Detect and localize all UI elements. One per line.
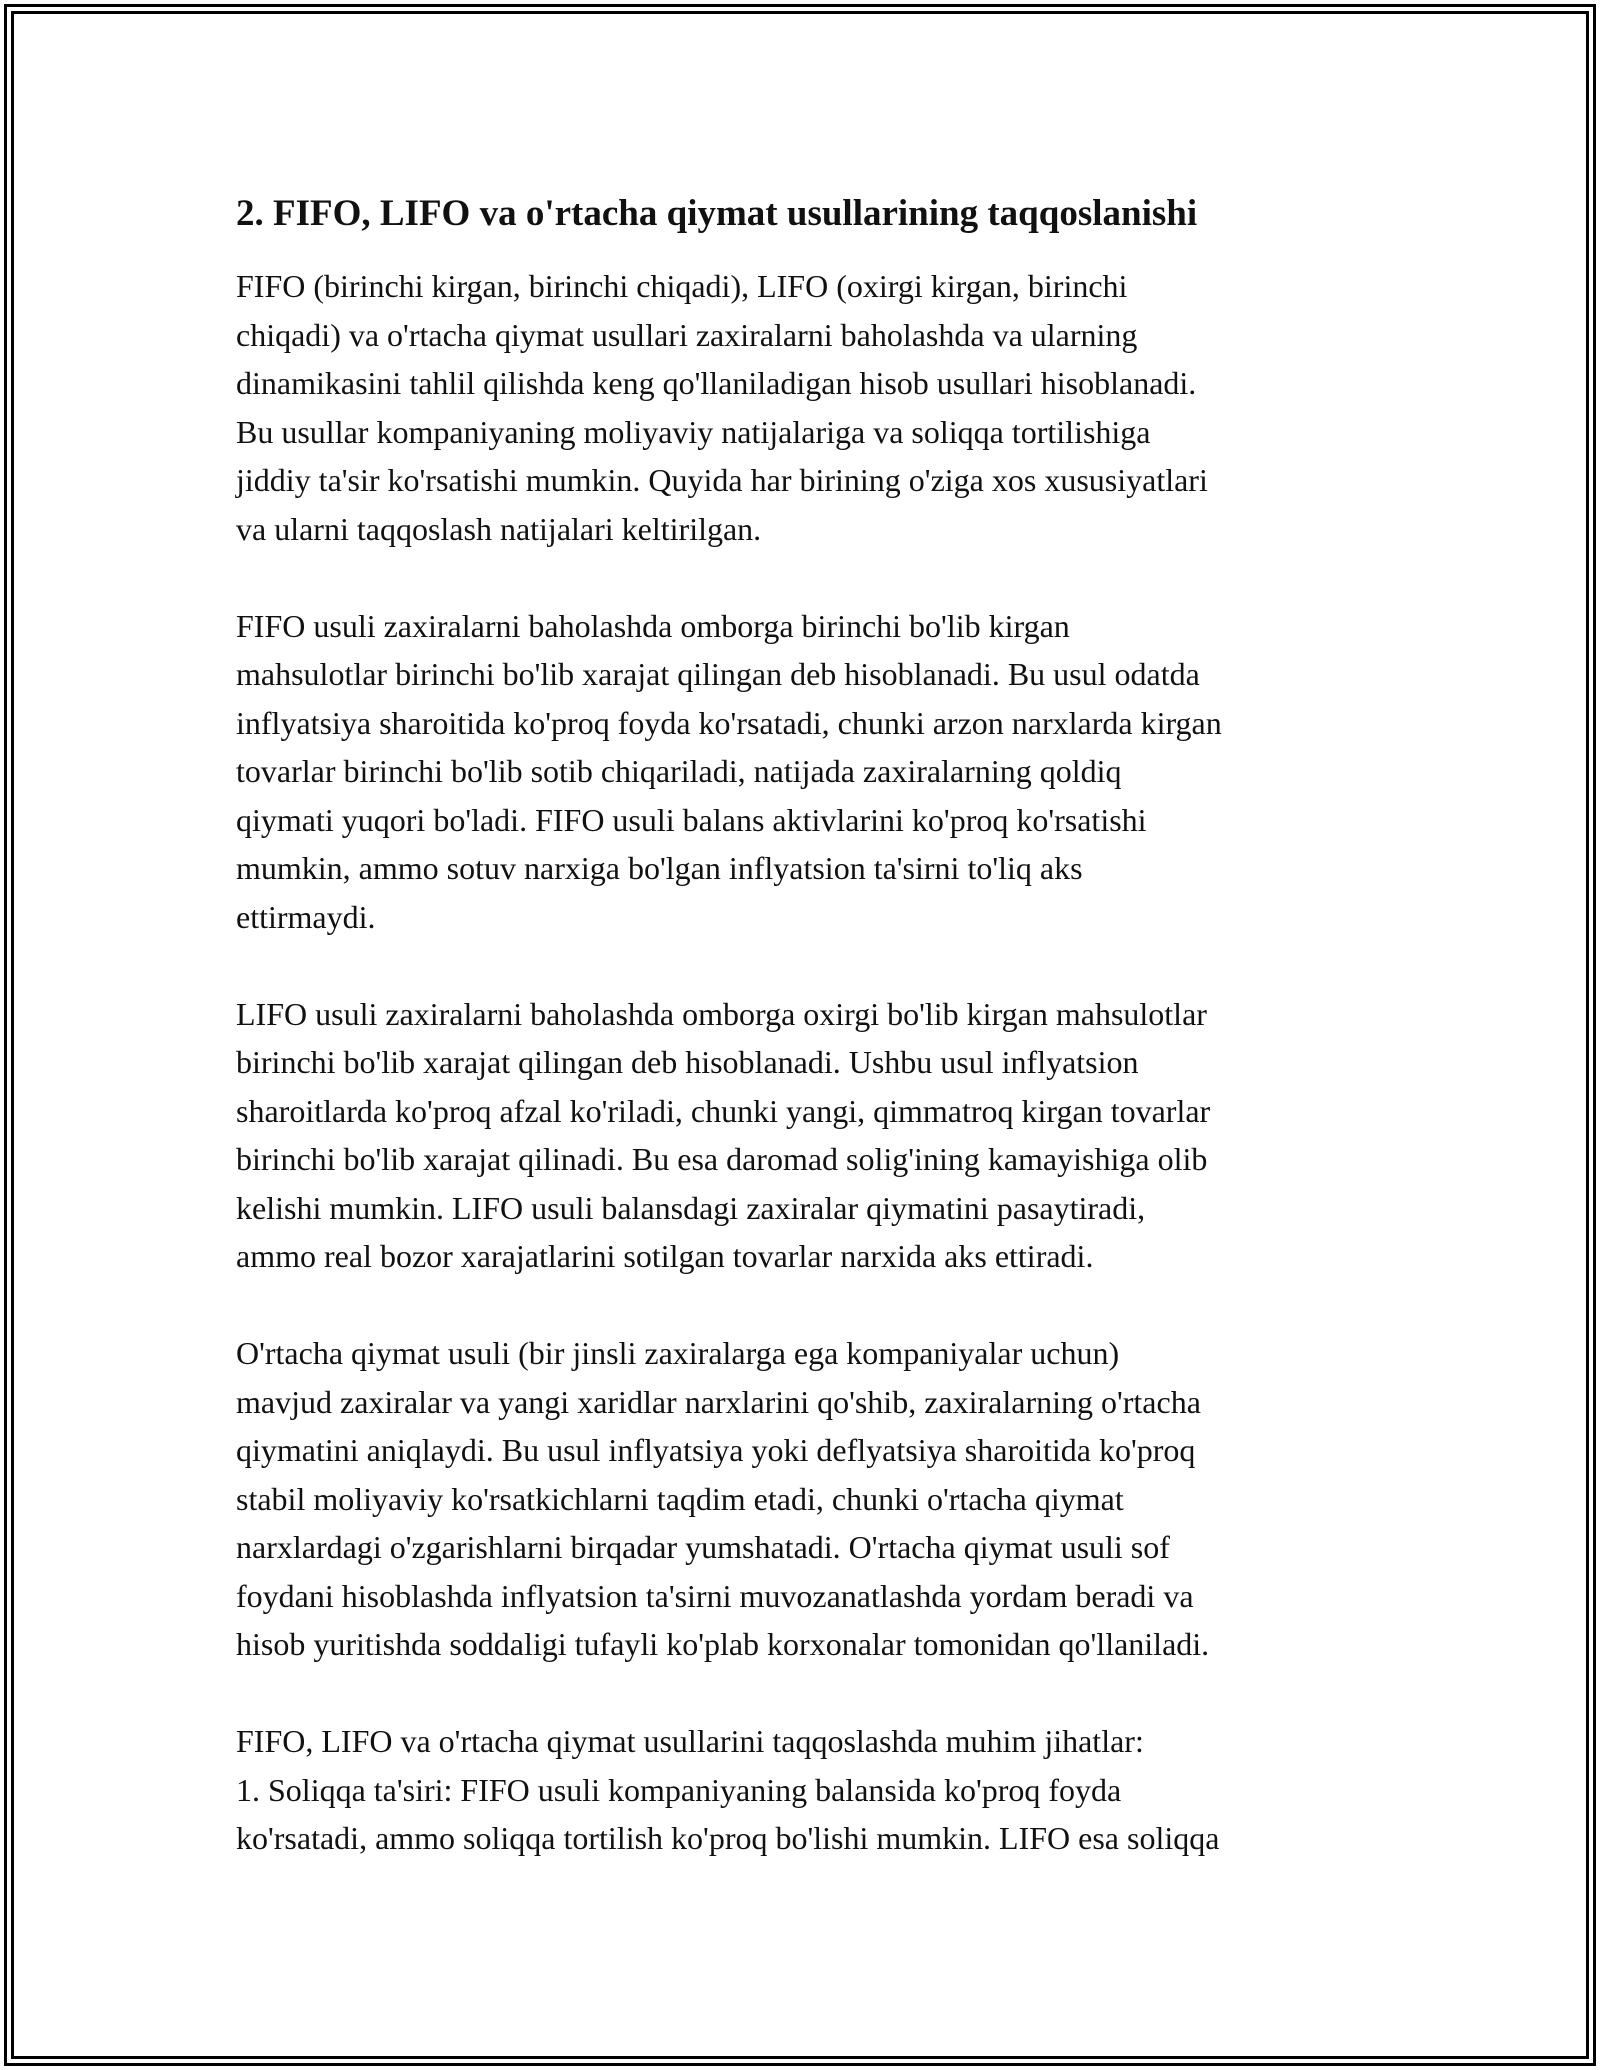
paragraph-lifo [236, 990, 1376, 1281]
paragraph-intro [236, 262, 1376, 553]
text-line: FIFO (birinchi kirgan, birinchi chiqadi), LIFO (oxirgi kirgan, birinchi [236, 268, 1128, 304]
text-line: ettirmaydi. [236, 898, 376, 935]
text-line: O'rtacha qiymat usuli (bir jinsli zaxiralarga ega kompaniyalar uchun) [236, 1335, 1120, 1371]
text-line: tovarlar birinchi bo'lib sotib chiqariladi, natijada zaxiralarning qoldiq [236, 753, 1122, 789]
text-line: mavjud zaxiralar va yangi xaridlar narxlarini qo'shib, zaxiralarning o'rtacha [236, 1383, 1201, 1420]
text-line: mumkin, ammo sotuv narxiga bo'lgan inflyatsion ta'sirni to'liq aks [236, 850, 1083, 886]
text-line: kelishi mumkin. LIFO usuli balansdagi zaxiralar qiymatini pasaytiradi, [236, 1189, 1146, 1226]
text-line: birinchi bo'lib xarajat qilinadi. Bu esa daromad solig'ining kamayishiga olib [236, 1141, 1208, 1177]
text-line: ammo real bozor xarajatlarini sotilgan tovarlar narxida aks ettiradi. [236, 1238, 1094, 1274]
text-line: 1. Soliqqa ta'siri: FIFO usuli kompaniyaning balansida ko'proq foyda [236, 1771, 1122, 1808]
text-line: va ularni taqqoslash natijalari keltirilgan. [236, 510, 762, 547]
text-line: jiddiy ta'sir ko'rsatishi mumkin. Quyida har birining o'ziga xos xususiyatlari [236, 462, 1208, 498]
text-line: dinamikasini tahlil qilishda keng qo'llaniladigan hisob usullari hisoblanadi. [236, 365, 1197, 401]
text-line: qiymati yuqori bo'ladi. FIFO usuli balans aktivlarini ko'proq ko'rsatishi [236, 801, 1147, 838]
text-line: qiymatini aniqlaydi. Bu usul inflyatsiya yoki deflyatsiya sharoitida ko'proq [236, 1432, 1196, 1468]
text-line: LIFO usuli zaxiralarni baholashda omborga oxirgi bo'lib kirgan mahsulotlar [236, 995, 1207, 1032]
text-line: inflyatsiya sharoitida ko'proq foyda ko'rsatadi, chunki arzon narxlarda kirgan [236, 704, 1222, 741]
paragraph-average-cost [236, 1329, 1376, 1669]
text-line: chiqadi) va o'rtacha qiymat usullari zaxiralarni baholashda va ularning [236, 316, 1138, 353]
paragraph-fifo [236, 602, 1376, 942]
text-line: ko'rsatadi, ammo soliqqa tortilish ko'proq bo'lishi mumkin. LIFO esa soliqqa [236, 1820, 1220, 1856]
text-line: stabil moliyaviy ko'rsatkichlarni taqdim etadi, chunki o'rtacha qiymat [236, 1480, 1124, 1517]
text-line: foydani hisoblashda inflyatsion ta'sirni muvozanatlashda yordam beradi va [236, 1577, 1194, 1614]
text-line: Bu usullar kompaniyaning moliyaviy natijalariga va soliqqa tortilishiga [236, 413, 1151, 450]
text-line: mahsulotlar birinchi bo'lib xarajat qilingan deb hisoblanadi. Bu usul odatda [236, 656, 1200, 692]
text-line: FIFO, LIFO va o'rtacha qiymat usullarini taqqoslashda muhim jihatlar: [236, 1723, 1144, 1759]
text-line: FIFO usuli zaxiralarni baholashda omborga birinchi bo'lib kirgan [236, 607, 1070, 644]
document-body [236, 190, 1376, 1911]
text-line: narxlardagi o'zgarishlarni birqadar yumshatadi. O'rtacha qiymat usuli sof [236, 1529, 1170, 1565]
section-heading: 2. FIFO, LIFO va o'rtacha qiymat usullarining taqqoslanishi [236, 193, 1198, 234]
paragraph-comparison [236, 1717, 1376, 1863]
text-line: hisob yuritishda soddaligi tufayli ko'plab korxonalar tomonidan qo'llaniladi. [236, 1626, 1210, 1662]
text-line: birinchi bo'lib xarajat qilingan deb hisoblanadi. Ushbu usul inflyatsion [236, 1044, 1139, 1080]
text-line: sharoitlarda ko'proq afzal ko'riladi, chunki yangi, qimmatroq kirgan tovarlar [236, 1092, 1211, 1129]
